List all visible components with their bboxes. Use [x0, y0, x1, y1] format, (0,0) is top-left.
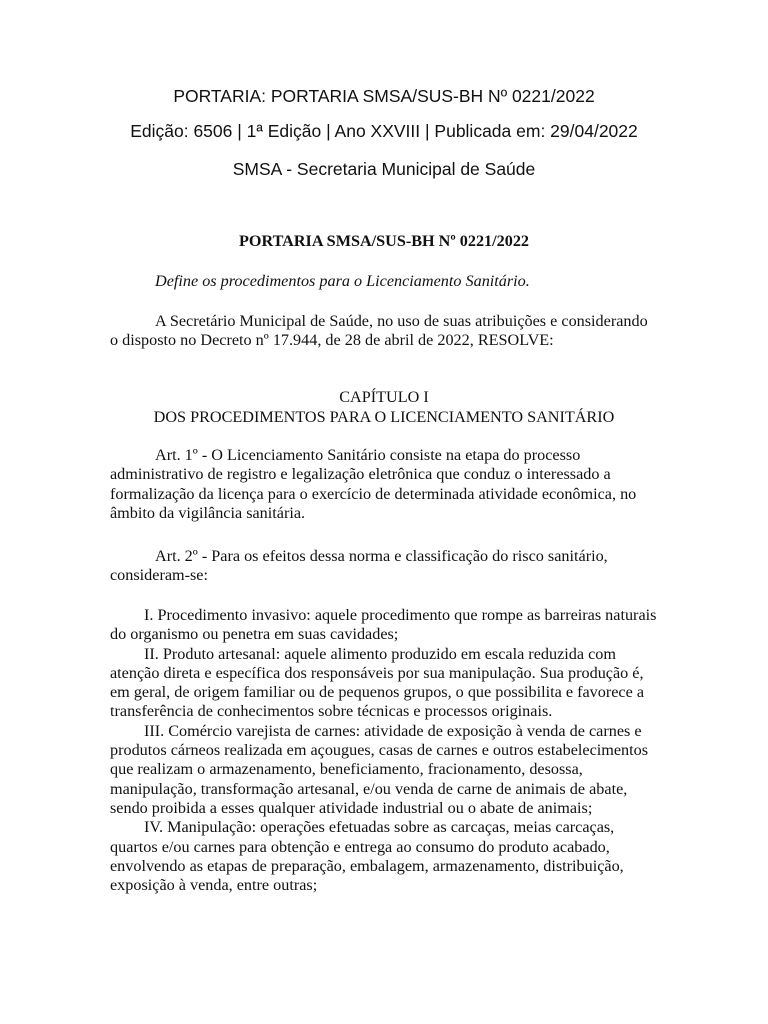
- document-title: PORTARIA SMSA/SUS-BH Nº 0221/2022: [238, 232, 530, 250]
- item-iv: IV. Manipulação: operações efetuadas sobre as carcaças, meias carcaças, quartos e/ou carnes para obtenção e entrega ao consumo do produto acabado, envolvendo as etapas de preparação, embalagem, armazenamento, distribuição, exposição à venda, entre outras;: [110, 818, 624, 895]
- item-i: I. Procedimento invasivo: aquele procedimento que rompe as barreiras naturais do organismo ou penetra em suas cavidades;: [110, 606, 657, 644]
- document-ementa: Define os procedimentos para o Licenciamento Sanitário.: [155, 272, 530, 290]
- item-iii: III. Comércio varejista de carnes: atividade de exposição à venda de carnes e produtos cárneos realizada em açougues, casas de carnes e outros estabelecimentos que realizam o armazenamento, beneficiamento, fracionamento, desossa, manipulação, transformação artesanal, e/ou venda de carne de animais de abate, sendo proibida a esses qualquer atividade industrial ou o abate de animais;: [110, 721, 649, 817]
- item-ii: II. Produto artesanal: aquele alimento produzido em escala reduzida com atenção direta e específica dos responsáveis por sua manipulação. Sua produção é, em geral, de origem familiar ou de pequenos grupos, o que possibilita e favorece a transferência de conhecimentos sobre técnicas e processos originais.: [110, 644, 645, 721]
- article-2: Art. 2º - Para os efeitos dessa norma e classificação do risco sanitário, consideram-se:: [110, 547, 608, 585]
- header-organ-line: SMSA - Secretaria Municipal de Saúde: [232, 159, 536, 179]
- intro-paragraph: A Secretário Municipal de Saúde, no uso de suas atribuições e considerando o disposto no Decreto nº 17.944, de 28 de abril de 2022, RESOLVE:: [110, 312, 648, 350]
- chapter-number: CAPÍTULO I: [339, 388, 429, 406]
- article-2-items: [110, 606, 658, 895]
- article-1: Art. 1º - O Licenciamento Sanitário consiste na etapa do processo administrativo de registro e legalização eletrônica que conduz o interessado a formalização da licença para o exercício de determinada atividade econômica, no âmbito da vigilância sanitária.: [110, 446, 637, 522]
- header-edition-line: Edição: 6506 | 1ª Edição | Ano XXVIII | Publicada em: 29/04/2022: [130, 121, 638, 141]
- header-portaria-line: PORTARIA: PORTARIA SMSA/SUS-BH Nº 0221/2022: [173, 86, 595, 106]
- chapter-title: DOS PROCEDIMENTOS PARA O LICENCIAMENTO SANITÁRIO: [153, 408, 615, 426]
